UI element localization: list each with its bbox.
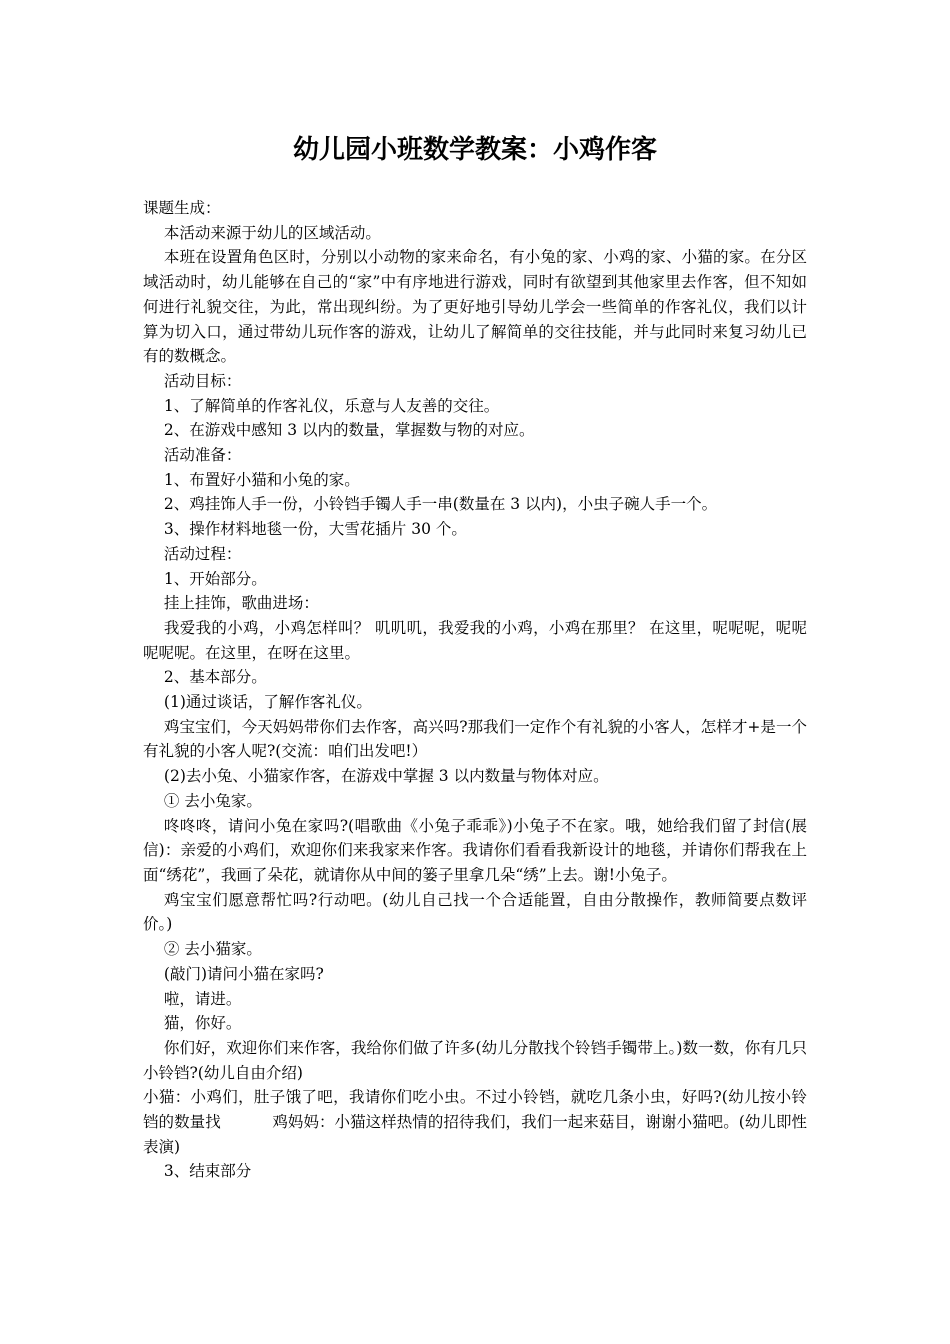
paragraph: 课题生成： [143, 199, 221, 217]
paragraph: 我爱我的小鸡，小鸡怎样叫？ 叽叽叽，我爱我的小鸡，小鸡在那里？ 在这里，呢呢呢，呢呢 呢呢呢。在这里，在呀在这里。 [143, 618, 828, 662]
paragraph: 活动目标： [163, 371, 242, 390]
paragraph: 啦，请进。 [163, 989, 242, 1008]
paragraph: 2、鸡挂饰人手一份，小铃铛手镯人手一串(数量在 3 以内)，小虫子碗人手一个。 [163, 495, 718, 514]
paragraph: ② 去小猫家。 [163, 940, 262, 959]
paragraph: (2)去小兔、小猫家作客，在游戏中掌握 3 以内数量与物体对应。 [163, 767, 609, 786]
paragraph: 1、了解简单的作客礼仪，乐意与人友善的交往。 [163, 396, 500, 415]
paragraph: (敲门)请问小猫在家吗? [163, 964, 324, 983]
paragraph: 本班在设置角色区时，分别以小动物的家来命名，有小兔的家、小鸡的家、小猫的家。在分区域活动时，幼儿能够在自己的“家”中有序地进行游戏，同时有欲望到其他家里去作客，但不知如何进行礼貌交往，为此，常出现纠纷。为了更好地引导幼儿学会一些简单的作客礼仪，我们以计算为切入口，通过带幼儿玩作客的游戏，让幼儿了解简单的交往技能，并与此同时来复习幼儿已有的数概念。 [143, 248, 807, 366]
paragraph: 小猫：小鸡们，肚子饿了吧，我请你们吃小虫。不过小铃铛，就吃几条小虫，好吗?(幼儿按小铃铛的数量找 鸡妈妈：小猫这样热情的招待我们，我们一起来菇目，谢谢小猫吧。(幼儿即性表演) [143, 1088, 807, 1156]
paragraph: 你们好，欢迎你们来作客，我给你们做了许多(幼儿分散找个铃铛手镯带上。)数一数，你有几只小铃铛?(幼儿自由介绍) [143, 1038, 807, 1082]
paragraph: 活动过程： [163, 544, 242, 563]
paragraph: 猫，你好。 [163, 1014, 242, 1033]
paragraph: (1)通过谈话，了解作客礼仪。 [163, 693, 372, 712]
paragraph: 2、基本部分。 [163, 668, 267, 687]
paragraph: 本活动来源于幼儿的区域活动。 [163, 223, 381, 242]
paragraph: 挂上挂饰，歌曲进场： [163, 594, 319, 613]
paragraph: ① 去小兔家。 [163, 791, 262, 810]
paragraph: 3、结束部分 [163, 1162, 252, 1181]
paragraph: 1、布置好小猫和小兔的家。 [163, 470, 360, 489]
document-body [143, 196, 828, 1184]
paragraph: 活动准备： [163, 446, 242, 465]
paragraph: 咚咚咚，请问小兔在家吗?(唱歌曲《小兔子乖乖》)小兔子不在家。哦，她给我们留了封信(展信)：亲爱的小鸡们，欢迎你们来我家来作客。我请你们看看我新设计的地毯，并请你们帮我在上面“绣花”，我画了朵花，就请你从中间的篓子里拿几朵“绣”上去。谢!小兔子。 [143, 816, 807, 884]
document-title: 幼儿园小班数学教案：小鸡作客 [292, 135, 657, 165]
paragraph: 鸡宝宝们，今天妈妈带你们去作客，高兴吗?那我们一定作个有礼貌的小客人，怎样才+是一个有礼貌的小客人呢?(交流：咱们出发吧!） [143, 717, 807, 761]
paragraph: 1、开始部分。 [163, 569, 267, 588]
paragraph: 2、在游戏中感知 3 以内的数量，掌握数与物的对应。 [163, 421, 535, 440]
paragraph: 3、操作材料地毯一份，大雪花插片 30 个。 [163, 520, 467, 539]
paragraph: 鸡宝宝们愿意帮忙吗?行动吧。(幼儿自己找一个合适能置，自由分散操作，教师简要点数评价。) [143, 890, 807, 934]
